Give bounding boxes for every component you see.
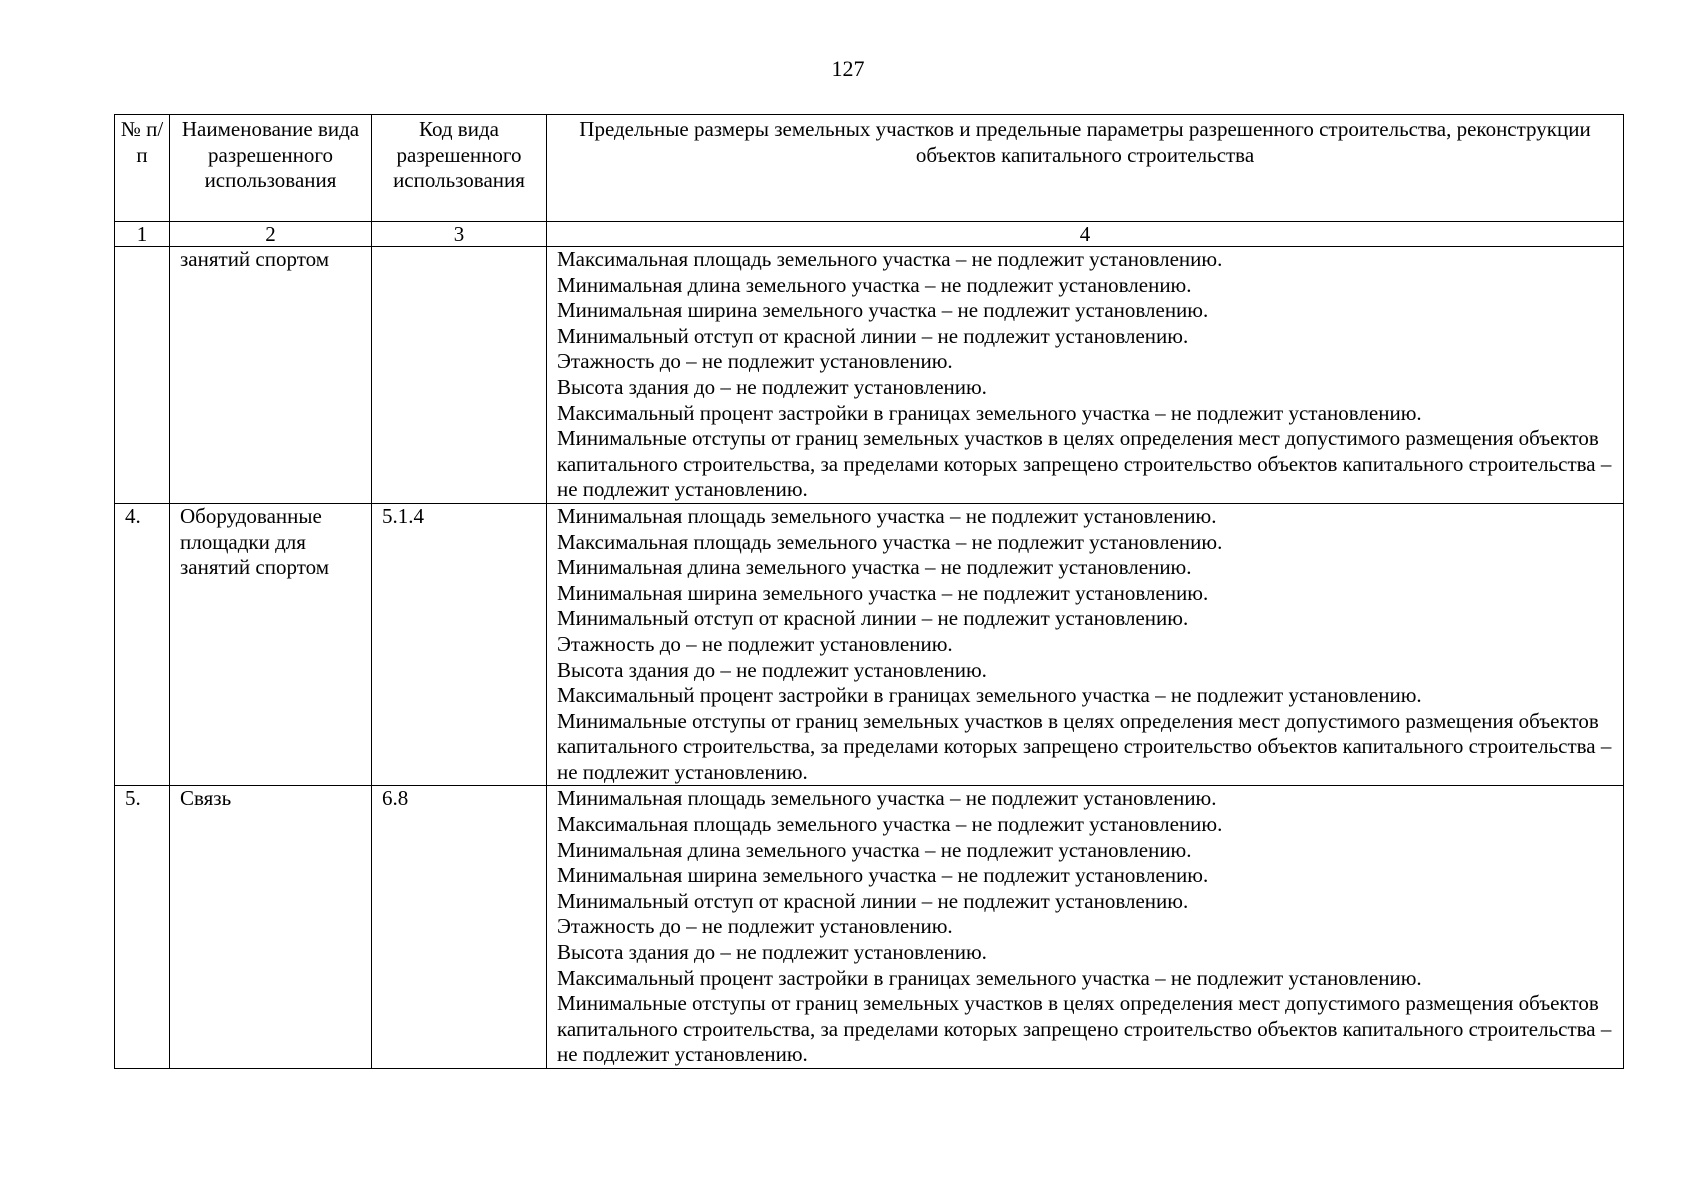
header-row	[115, 115, 1624, 222]
parameter-line: Минимальный отступ от красной линии – не подлежит установлению.	[557, 888, 1189, 913]
parameters-cell	[547, 786, 1624, 1069]
table-row	[115, 247, 1624, 504]
parameter-line: Минимальные отступы от границ земельных участков в целях определения мест допустимого размещения объектов капитального строительства, за пределами которых запрещено строительство объектов капитального строительства – не подлежит установлению.	[557, 708, 1612, 784]
parameter-line: Этажность до – не подлежит установлению.	[557, 914, 953, 939]
parameter-line: Этажность до – не подлежит установлению.	[557, 631, 953, 656]
header-parameters: Предельные размеры земельных участков и предельные параметры разрешенного строительства, реконструкции объектов капитального строительства	[547, 115, 1624, 222]
parameter-line: Максимальный процент застройки в границах земельного участка – не подлежит установлению.	[557, 683, 1422, 708]
table-row	[115, 786, 1624, 1069]
column-number: 3	[372, 222, 547, 247]
parameter-line: Минимальная ширина земельного участка – не подлежит установлению.	[557, 863, 1209, 888]
parameters-cell	[547, 247, 1624, 504]
parameter-line: Минимальная ширина земельного участка – не подлежит установлению.	[557, 298, 1209, 323]
parameter-line: Минимальная площадь земельного участка – не подлежит установлению.	[557, 786, 1217, 811]
parameter-line: Высота здания до – не подлежит установлению.	[557, 374, 987, 399]
column-number: 2	[170, 222, 372, 247]
header-number: № п/п	[115, 115, 170, 222]
row-number: 5.	[115, 786, 170, 1069]
parameter-line: Максимальная площадь земельного участка – не подлежит установлению.	[557, 247, 1223, 271]
regulations-table	[114, 114, 1624, 1069]
parameter-line: Минимальная длина земельного участка – не подлежит установлению.	[557, 837, 1192, 862]
column-number: 4	[547, 222, 1624, 247]
page-number: 127	[831, 56, 865, 81]
parameter-line: Минимальный отступ от красной линии – не подлежит установлению.	[557, 323, 1189, 348]
parameter-line: Минимальная длина земельного участка – не подлежит установлению.	[557, 272, 1192, 297]
parameter-line: Минимальные отступы от границ земельных участков в целях определения мест допустимого размещения объектов капитального строительства, за пределами которых запрещено строительство объектов капитального строительства – не подлежит установлению.	[557, 991, 1612, 1067]
parameter-line: Этажность до – не подлежит установлению.	[557, 349, 953, 374]
parameter-line: Максимальный процент застройки в границах земельного участка – не подлежит установлению.	[557, 400, 1422, 425]
parameter-line: Максимальный процент застройки в границах земельного участка – не подлежит установлению.	[557, 965, 1422, 990]
parameter-line: Минимальная длина земельного участка – не подлежит установлению.	[557, 555, 1192, 580]
use-code: 6.8	[372, 786, 547, 1069]
use-code: 5.1.4	[372, 503, 547, 786]
table-row	[115, 503, 1624, 786]
parameter-line: Высота здания до – не подлежит установлению.	[557, 657, 987, 682]
parameter-line: Максимальная площадь земельного участка – не подлежит установлению.	[557, 529, 1223, 554]
parameter-line: Минимальный отступ от красной линии – не подлежит установлению.	[557, 606, 1189, 631]
parameter-line: Минимальная ширина земельного участка – не подлежит установлению.	[557, 580, 1209, 605]
parameter-line: Минимальные отступы от границ земельных участков в целях определения мест допустимого размещения объектов капитального строительства, за пределами которых запрещено строительство объектов капитального строительства – не подлежит установлению.	[557, 426, 1612, 502]
parameter-line: Максимальная площадь земельного участка – не подлежит установлению.	[557, 812, 1223, 837]
header-use-name: Наименование вида разрешенного использования	[170, 115, 372, 222]
parameter-line: Высота здания до – не подлежит установлению.	[557, 940, 987, 965]
parameters-cell	[547, 503, 1624, 786]
header-use-code: Код вида разрешенного использования	[372, 115, 547, 222]
parameter-line: Минимальная площадь земельного участка – не подлежит установлению.	[557, 503, 1217, 528]
use-code	[372, 247, 547, 504]
use-name: Связь	[170, 786, 372, 1069]
use-name: занятий спортом	[170, 247, 372, 504]
column-number: 1	[115, 222, 170, 247]
column-number-row	[115, 222, 1624, 247]
row-number: 4.	[115, 503, 170, 786]
table-body	[115, 247, 1624, 1069]
use-name: Оборудованные площадки для занятий спортом	[170, 503, 372, 786]
row-number	[115, 247, 170, 504]
